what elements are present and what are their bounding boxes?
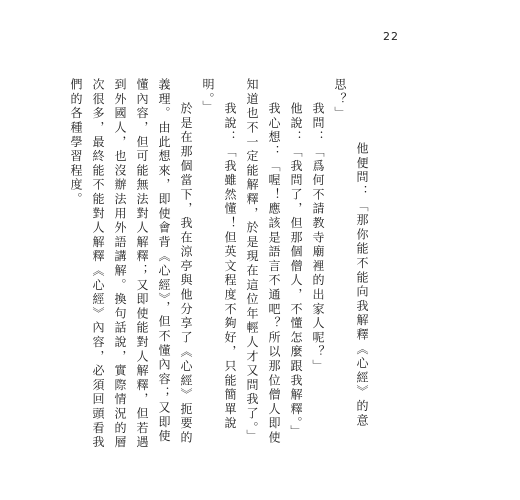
- paragraph-5: 我說：「我雖然懂！但英文程度不夠好，只能簡單說明。」: [201, 78, 237, 431]
- paragraph-2: 我問：「爲何不請教寺廟裡的出家人呢？」: [311, 102, 325, 374]
- page-number: 22: [383, 30, 399, 43]
- paragraph-1: 他便問：「那你能不能向我解釋《心經》的意思？」: [333, 78, 369, 428]
- paragraph-3: 他說：「我問了，但那個僧人，不懂怎麼跟我解釋。」: [289, 102, 303, 440]
- paragraph-4: 我心想：「喔！應該是語言不通吧？所以那位僧人即使知道也不一定能解釋，於是現在這位年輕人才又問我了。」: [245, 78, 281, 446]
- body-text: [69, 78, 373, 450]
- paragraph-6: 於是在那個當下，我在涼亭與他分享了《心經》扼要的義理。由此想來，即使會背《心經》，但不懂內容；又即使懂內容，但可能無法對人解釋；又即使能對人解釋，但若遇到外國人，也沒辦法用外語講解。換句話說，實際情況的層次很多，最終能不能對人解釋《心經》內容，必須回頭看我們的各種學習程度。: [69, 78, 193, 450]
